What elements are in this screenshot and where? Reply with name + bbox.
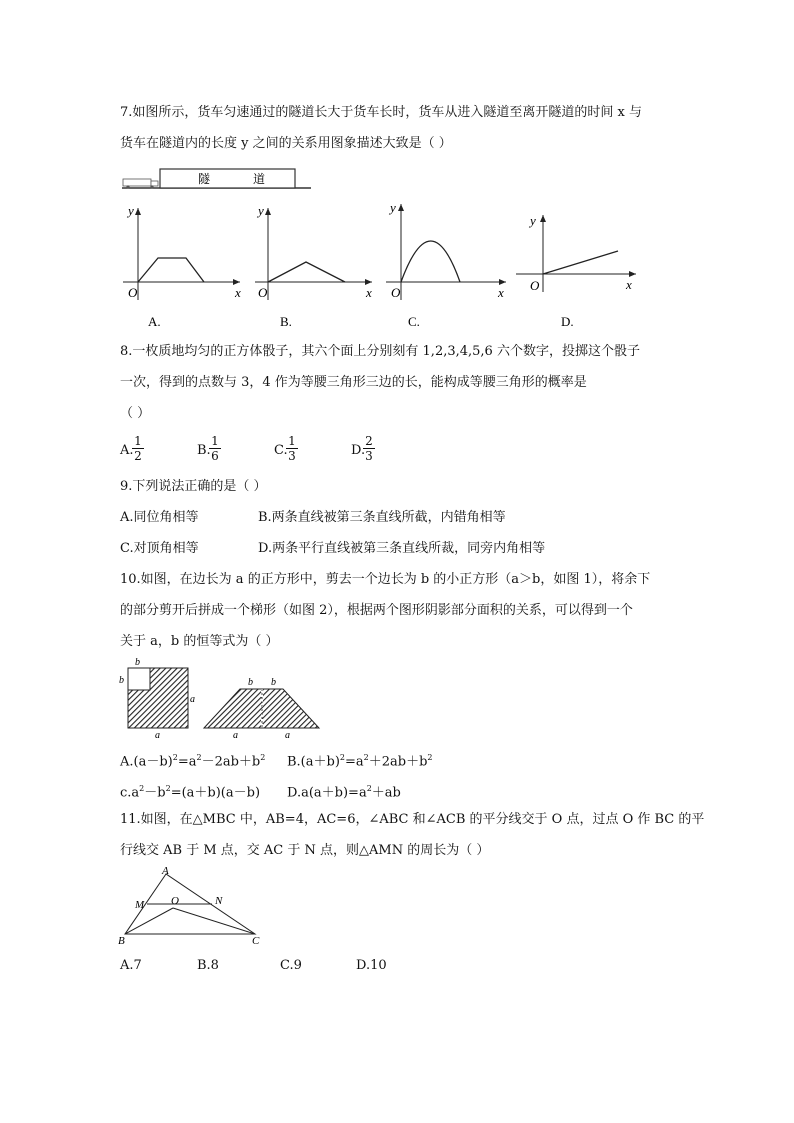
- q10-line2: 的部分剪开后拼成一个梯形（如图 2），根据两个图形阴影部分面积的关系，可以得到一个: [120, 603, 633, 618]
- q10-option-d: $D.a(a+b)=a^2+ab$: [287, 784, 401, 801]
- graph-b: [255, 203, 372, 329]
- svg-text:x: x: [235, 285, 241, 300]
- q11-triangle-figure: [115, 862, 275, 948]
- svg-text:a: a: [233, 730, 238, 740]
- svg-text:O: O: [128, 285, 138, 300]
- q8-line3: （ ）: [120, 406, 151, 421]
- q8-fraction-c: $\frac{1}{3}$: [286, 434, 298, 463]
- point-a-label: A: [162, 865, 169, 877]
- graph-a: [123, 203, 241, 329]
- q7-line2: 货车在隧道内的长度 y 之间的关系用图象描述大致是（ ）: [120, 136, 452, 151]
- svg-text:x: x: [626, 277, 632, 292]
- q8-line2: 一次，得到的点数与 3，4 作为等腰三角形三边的长，能构成等腰三角形的概率是: [120, 375, 587, 390]
- q8-fraction-d: $\frac{2}{3}$: [363, 434, 375, 463]
- q10-option-a: $A.(a-b)^2=a^2-2ab+b^2$: [120, 753, 266, 770]
- q11-option-b: B.8: [197, 958, 219, 973]
- svg-text:O: O: [530, 278, 540, 293]
- svg-text:b: b: [135, 657, 140, 668]
- point-m-label: M: [135, 899, 145, 911]
- graph-a-label: A.: [148, 314, 161, 329]
- point-c-label: C: [252, 935, 260, 947]
- q9-option-b: B.两条直线被第三条直线所截，内错角相等: [258, 510, 506, 525]
- svg-text:y: y: [530, 213, 536, 228]
- point-n-label: N: [215, 895, 223, 907]
- truck-icon: [123, 179, 158, 189]
- svg-text:a: a: [190, 694, 195, 705]
- q11-option-a: A.7: [120, 958, 142, 973]
- figure-1-square: [119, 657, 195, 740]
- q7-line1: 7.如图所示，货车匀速通过的隧道长大于货车长时，货车从进入隧道至离开隧道的时间 x 与: [120, 105, 643, 120]
- q11-line2: 行线交 AB 于 M 点，交 AC 于 N 点，则△AMN 的周长为（ ）: [120, 843, 490, 858]
- q9-option-a: A.同位角相等: [120, 510, 199, 525]
- q11-option-c: C.9: [280, 958, 302, 973]
- q11-line1: 11.如图，在△MBC 中，AB=4，AC=6，∠ABC 和∠ACB 的平分线交于 O 点，过点 O 作 BC 的平: [120, 812, 705, 827]
- q10-option-b: $B.(a+b)^2=a^2+2ab+b^2$: [287, 753, 433, 770]
- q8-fraction-b: $\frac{1}{6}$: [209, 434, 221, 463]
- svg-text:a: a: [155, 730, 160, 740]
- svg-text:x: x: [366, 285, 372, 300]
- q10-option-c: $c.a^2-b^2=(a+b)(a-b)$: [120, 784, 261, 801]
- svg-text:y: y: [128, 203, 134, 218]
- point-o-label: O: [171, 895, 179, 907]
- q8-fraction-a: $\frac{1}{2}$: [132, 434, 144, 463]
- q10-line1: 10.如图，在边长为 a 的正方形中，剪去一个边长为 b 的小正方形（a＞b，如图 1），将余下: [120, 572, 651, 587]
- svg-text:b: b: [248, 677, 253, 688]
- svg-text:y: y: [258, 203, 264, 218]
- q11-option-d: D.10: [356, 958, 387, 973]
- graph-c: [386, 200, 506, 329]
- q9-line1: 9.下列说法正确的是（ ）: [120, 479, 267, 494]
- graph-b-label: B.: [280, 314, 292, 329]
- point-b-label: B: [118, 935, 125, 947]
- tunnel-label-2: 道: [253, 172, 266, 186]
- graph-d-label: D.: [561, 314, 574, 329]
- q10-figures: [115, 656, 345, 740]
- q8-line1: 8.一枚质地均匀的正方体骰子，其六个面上分别刻有 1,2,3,4,5,6 六个数字，投掷这个骰子: [120, 344, 640, 359]
- tunnel-diagram: [122, 169, 311, 189]
- svg-text:y: y: [390, 200, 396, 215]
- svg-text:b: b: [119, 675, 124, 686]
- q7-figures: [118, 160, 658, 335]
- q9-option-c: C.对顶角相等: [120, 541, 199, 556]
- figure-2-trapezoid: [204, 677, 319, 740]
- svg-text:b: b: [271, 677, 276, 688]
- graph-d: [516, 213, 636, 329]
- tunnel-label-1: 隧: [198, 172, 211, 186]
- q9-option-d: D.两条平行直线被第三条直线所裁，同旁内角相等: [258, 541, 546, 556]
- svg-text:x: x: [498, 285, 504, 300]
- q10-line3: 关于 a，b 的恒等式为（ ）: [120, 634, 279, 649]
- graph-c-label: C.: [408, 314, 420, 329]
- svg-text:a: a: [285, 730, 290, 740]
- svg-text:O: O: [258, 285, 268, 300]
- svg-text:O: O: [391, 285, 401, 300]
